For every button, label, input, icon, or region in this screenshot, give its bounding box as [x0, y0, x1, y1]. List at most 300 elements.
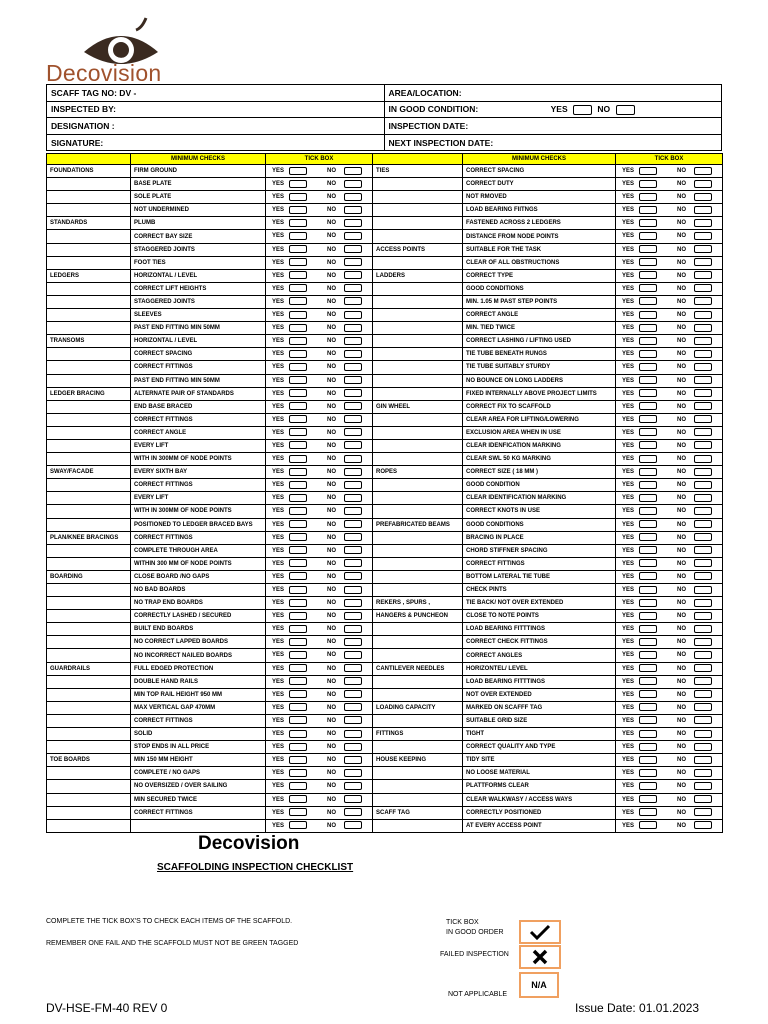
yes-checkbox[interactable] [639, 284, 657, 292]
yes-checkbox[interactable] [289, 245, 307, 253]
yes-checkbox[interactable] [289, 389, 307, 397]
no-checkbox[interactable] [344, 638, 362, 646]
checklist-table [46, 153, 723, 833]
inspection-date-field[interactable]: INSPECTION DATE: [384, 118, 722, 135]
yes-checkbox[interactable] [289, 180, 307, 188]
yes-checkbox[interactable] [639, 428, 657, 436]
no-label: NO [677, 652, 686, 659]
check-item-right: CLOSE TO NOTE POINTS [463, 610, 616, 623]
yes-checkbox[interactable] [639, 559, 657, 567]
yes-checkbox[interactable] [289, 677, 307, 685]
no-checkbox[interactable] [694, 651, 712, 659]
yes-checkbox[interactable] [639, 415, 657, 423]
tick-box-left [266, 492, 373, 505]
yes-label: YES [272, 770, 285, 777]
yes-label: YES [622, 757, 635, 764]
yes-checkbox[interactable] [639, 271, 657, 279]
no-label: NO [677, 587, 686, 593]
no-checkbox[interactable] [344, 297, 362, 305]
no-checkbox[interactable] [344, 782, 362, 790]
yes-checkbox[interactable] [639, 769, 657, 777]
yes-checkbox[interactable] [289, 651, 307, 659]
legend-fail-label: FAILED INSPECTION [440, 951, 509, 958]
yes-checkbox[interactable] [289, 402, 307, 410]
yes-checkbox[interactable] [289, 546, 307, 554]
tick-box-right [616, 217, 723, 230]
category-left [47, 400, 131, 413]
no-checkbox[interactable] [344, 481, 362, 489]
yes-checkbox[interactable] [289, 193, 307, 201]
no-checkbox[interactable] [344, 219, 362, 227]
no-checkbox[interactable] [694, 219, 712, 227]
yes-checkbox[interactable] [639, 167, 657, 175]
no-checkbox[interactable] [344, 730, 362, 738]
yes-checkbox[interactable] [289, 756, 307, 764]
tick-box-right [616, 361, 723, 374]
yes-checkbox[interactable] [639, 546, 657, 554]
category-right [373, 178, 463, 191]
no-checkbox[interactable] [694, 206, 712, 214]
no-checkbox[interactable] [344, 507, 362, 515]
yes-checkbox[interactable] [289, 533, 307, 541]
category-left [47, 741, 131, 754]
yes-checkbox[interactable] [639, 402, 657, 410]
yes-label: YES [272, 390, 285, 397]
no-checkbox[interactable] [344, 193, 362, 201]
no-checkbox[interactable] [694, 743, 712, 751]
check-item-right: CORRECT QUALITY AND TYPE [463, 741, 616, 754]
yes-checkbox[interactable] [289, 297, 307, 305]
no-checkbox[interactable] [344, 167, 362, 175]
category-right [373, 426, 463, 439]
yes-checkbox[interactable] [289, 232, 307, 240]
no-label: NO [327, 442, 336, 449]
category-left [47, 597, 131, 610]
yes-checkbox[interactable] [289, 559, 307, 567]
check-item-right: CLEAR AREA FOR LIFTING/LOWERING [463, 413, 616, 426]
yes-checkbox[interactable] [639, 808, 657, 816]
category-right: FITTINGS [373, 728, 463, 741]
yes-checkbox[interactable] [639, 664, 657, 672]
tick-box-right [616, 243, 723, 256]
no-checkbox[interactable] [344, 690, 362, 698]
no-checkbox[interactable] [694, 612, 712, 620]
tick-box-right [616, 505, 723, 518]
yes-label: YES [622, 678, 635, 685]
yes-checkbox[interactable] [289, 572, 307, 580]
no-checkbox[interactable] [694, 271, 712, 279]
no-checkbox[interactable] [344, 494, 362, 502]
condition-yes-checkbox[interactable] [573, 105, 592, 115]
tick-box-right [616, 479, 723, 492]
yes-label: YES [622, 482, 635, 489]
no-checkbox[interactable] [344, 612, 362, 620]
tick-box-right [616, 282, 723, 295]
check-item-right: NO LOOSE MATERIAL [463, 767, 616, 780]
no-checkbox[interactable] [694, 180, 712, 188]
no-checkbox[interactable] [694, 258, 712, 266]
no-label: NO [327, 403, 336, 410]
yes-label: YES [272, 456, 285, 463]
yes-checkbox[interactable] [289, 690, 307, 698]
no-checkbox[interactable] [344, 743, 362, 751]
check-item-left: NO OVERSIZED / OVER SAILING [131, 780, 266, 793]
signature-field[interactable]: SIGNATURE: [47, 134, 385, 151]
yes-label: YES [272, 429, 285, 436]
no-checkbox[interactable] [694, 756, 712, 764]
yes-checkbox[interactable] [289, 284, 307, 292]
yes-checkbox[interactable] [639, 651, 657, 659]
category-right [373, 453, 463, 466]
no-checkbox[interactable] [694, 376, 712, 384]
check-item-left: NO BAD BOARDS [131, 584, 266, 597]
yes-checkbox[interactable] [639, 572, 657, 580]
no-checkbox[interactable] [694, 808, 712, 816]
yes-checkbox[interactable] [639, 821, 657, 829]
no-checkbox[interactable] [694, 599, 712, 607]
no-label: NO [327, 377, 336, 384]
yes-checkbox[interactable] [639, 494, 657, 502]
yes-checkbox[interactable] [289, 638, 307, 646]
no-checkbox[interactable] [694, 350, 712, 358]
no-checkbox[interactable] [694, 586, 712, 594]
no-checkbox[interactable] [344, 651, 362, 659]
yes-label: YES [622, 233, 635, 240]
check-item-left: WITHIN 300 MM OF NODE POINTS [131, 557, 266, 570]
check-item-right: AT EVERY ACCESS POINT [463, 819, 616, 832]
yes-label: YES [622, 338, 635, 345]
yes-checkbox[interactable] [639, 311, 657, 319]
checklist-row [47, 400, 723, 413]
yes-checkbox[interactable] [289, 703, 307, 711]
good-condition-field[interactable] [384, 101, 722, 118]
no-checkbox[interactable] [694, 284, 712, 292]
no-checkbox[interactable] [344, 821, 362, 829]
category-left [47, 610, 131, 623]
no-checkbox[interactable] [694, 625, 712, 633]
no-checkbox[interactable] [344, 533, 362, 541]
no-checkbox[interactable] [344, 311, 362, 319]
no-checkbox[interactable] [694, 402, 712, 410]
yes-checkbox[interactable] [639, 677, 657, 685]
tick-box-left [266, 741, 373, 754]
no-checkbox[interactable] [694, 494, 712, 502]
check-item-right: CORRECT SIZE ( 18 MM ) [463, 466, 616, 479]
yes-checkbox[interactable] [639, 350, 657, 358]
yes-label: YES [622, 770, 635, 777]
no-checkbox[interactable] [344, 206, 362, 214]
yes-checkbox[interactable] [289, 716, 307, 724]
checklist-row [47, 479, 723, 492]
yes-checkbox[interactable] [289, 415, 307, 423]
area-location-field[interactable]: AREA/LOCATION: [384, 85, 722, 102]
yes-label: YES [272, 560, 285, 567]
no-checkbox[interactable] [694, 167, 712, 175]
no-checkbox[interactable] [344, 586, 362, 594]
no-checkbox[interactable] [344, 284, 362, 292]
yes-checkbox[interactable] [639, 324, 657, 332]
yes-checkbox[interactable] [289, 481, 307, 489]
yes-checkbox[interactable] [639, 690, 657, 698]
yes-checkbox[interactable] [289, 520, 307, 528]
yes-checkbox[interactable] [639, 376, 657, 384]
yes-checkbox[interactable] [639, 206, 657, 214]
yes-checkbox[interactable] [289, 625, 307, 633]
yes-checkbox[interactable] [639, 232, 657, 240]
yes-checkbox[interactable] [289, 350, 307, 358]
yes-label: YES [272, 246, 285, 253]
no-checkbox[interactable] [344, 625, 362, 633]
check-item-left: STAGGERED JOINTS [131, 295, 266, 308]
yes-checkbox[interactable] [639, 441, 657, 449]
yes-checkbox[interactable] [289, 376, 307, 384]
no-checkbox[interactable] [694, 468, 712, 476]
checklist-row [47, 623, 723, 636]
no-checkbox[interactable] [344, 258, 362, 266]
check-item-left: STOP ENDS IN ALL PRICE [131, 741, 266, 754]
yes-checkbox[interactable] [289, 441, 307, 449]
yes-checkbox[interactable] [639, 455, 657, 463]
no-checkbox[interactable] [694, 232, 712, 240]
yes-checkbox[interactable] [639, 730, 657, 738]
yes-checkbox[interactable] [289, 167, 307, 175]
yes-checkbox[interactable] [639, 297, 657, 305]
no-checkbox[interactable] [344, 363, 362, 371]
no-checkbox[interactable] [694, 690, 712, 698]
no-checkbox[interactable] [694, 297, 712, 305]
no-checkbox[interactable] [694, 730, 712, 738]
check-item-left: NO CORRECT LAPPED BOARDS [131, 636, 266, 649]
no-label: NO [677, 285, 686, 292]
yes-checkbox[interactable] [639, 245, 657, 253]
condition-yes-no [551, 104, 638, 115]
no-checkbox[interactable] [344, 415, 362, 423]
yes-checkbox[interactable] [639, 481, 657, 489]
no-checkbox[interactable] [344, 703, 362, 711]
no-checkbox[interactable] [694, 572, 712, 580]
no-label: NO [327, 757, 336, 764]
designation-field[interactable]: DESIGNATION : [47, 118, 385, 135]
no-checkbox[interactable] [344, 546, 362, 554]
yes-checkbox[interactable] [289, 324, 307, 332]
yes-checkbox[interactable] [289, 455, 307, 463]
inspected-by-field[interactable]: INSPECTED BY: [47, 101, 385, 118]
yes-checkbox[interactable] [289, 730, 307, 738]
no-checkbox[interactable] [694, 716, 712, 724]
no-checkbox[interactable] [344, 599, 362, 607]
no-checkbox[interactable] [694, 415, 712, 423]
no-checkbox[interactable] [344, 756, 362, 764]
no-checkbox[interactable] [694, 193, 712, 201]
no-checkbox[interactable] [344, 232, 362, 240]
no-checkbox[interactable] [694, 245, 712, 253]
no-checkbox[interactable] [694, 363, 712, 371]
yes-checkbox[interactable] [639, 612, 657, 620]
yes-checkbox[interactable] [639, 782, 657, 790]
yes-checkbox[interactable] [639, 599, 657, 607]
yes-checkbox[interactable] [639, 180, 657, 188]
no-checkbox[interactable] [344, 455, 362, 463]
no-checkbox[interactable] [694, 481, 712, 489]
yes-label: YES [272, 403, 285, 410]
category-right [373, 256, 463, 269]
yes-label: YES [622, 403, 635, 410]
no-label: NO [677, 547, 686, 554]
no-checkbox[interactable] [344, 520, 362, 528]
yes-checkbox[interactable] [289, 311, 307, 319]
yes-label: YES [272, 521, 285, 528]
yes-checkbox[interactable] [289, 782, 307, 790]
no-label: NO [327, 207, 336, 214]
yes-checkbox[interactable] [289, 219, 307, 227]
no-checkbox[interactable] [694, 821, 712, 829]
yes-checkbox[interactable] [289, 206, 307, 214]
no-checkbox[interactable] [694, 389, 712, 397]
no-checkbox[interactable] [694, 428, 712, 436]
yes-checkbox[interactable] [289, 428, 307, 436]
yes-checkbox[interactable] [289, 507, 307, 515]
checklist-row [47, 466, 723, 479]
no-checkbox[interactable] [344, 389, 362, 397]
yes-checkbox[interactable] [289, 769, 307, 777]
yes-checkbox[interactable] [639, 219, 657, 227]
tick-box-right [616, 413, 723, 426]
no-checkbox[interactable] [694, 546, 712, 554]
no-checkbox[interactable] [344, 808, 362, 816]
no-checkbox[interactable] [694, 795, 712, 803]
legend-good-line2: IN GOOD ORDER [446, 929, 504, 936]
no-label: NO [677, 403, 686, 410]
no-label: NO [677, 364, 686, 371]
issue-date: Issue Date: 01.01.2023 [575, 1001, 700, 1015]
no-checkbox[interactable] [694, 507, 712, 515]
yes-checkbox[interactable] [289, 821, 307, 829]
yes-checkbox[interactable] [639, 468, 657, 476]
yes-checkbox[interactable] [639, 743, 657, 751]
category-left [47, 584, 131, 597]
category-right [373, 584, 463, 597]
no-checkbox[interactable] [344, 350, 362, 358]
header-blank-right [373, 154, 463, 165]
yes-checkbox[interactable] [639, 638, 657, 646]
no-label: NO [327, 534, 336, 541]
no-checkbox[interactable] [344, 324, 362, 332]
yes-checkbox[interactable] [639, 520, 657, 528]
no-checkbox[interactable] [344, 337, 362, 345]
condition-no-checkbox[interactable] [616, 105, 635, 115]
no-checkbox[interactable] [344, 664, 362, 672]
category-left [47, 767, 131, 780]
check-item-right: TIE BACK/ NOT OVER EXTENDED [463, 597, 616, 610]
no-label: NO [327, 429, 336, 436]
no-checkbox[interactable] [694, 520, 712, 528]
no-checkbox[interactable] [694, 311, 712, 319]
checklist-row [47, 754, 723, 767]
yes-checkbox[interactable] [289, 612, 307, 620]
yes-checkbox[interactable] [639, 795, 657, 803]
document-title: Decovision [198, 833, 300, 854]
header-tick-box-left: TICK BOX [266, 154, 373, 165]
no-checkbox[interactable] [344, 716, 362, 724]
no-checkbox[interactable] [344, 376, 362, 384]
yes-checkbox[interactable] [289, 795, 307, 803]
yes-checkbox[interactable] [289, 363, 307, 371]
no-checkbox[interactable] [344, 468, 362, 476]
no-label: NO [327, 613, 336, 620]
no-checkbox[interactable] [694, 337, 712, 345]
yes-checkbox[interactable] [289, 258, 307, 266]
yes-checkbox[interactable] [639, 703, 657, 711]
yes-checkbox[interactable] [289, 494, 307, 502]
yes-checkbox[interactable] [639, 625, 657, 633]
no-checkbox[interactable] [344, 402, 362, 410]
no-checkbox[interactable] [694, 455, 712, 463]
yes-checkbox[interactable] [639, 586, 657, 594]
no-checkbox[interactable] [344, 180, 362, 188]
yes-checkbox[interactable] [289, 743, 307, 751]
no-checkbox[interactable] [694, 677, 712, 685]
yes-checkbox[interactable] [639, 363, 657, 371]
no-checkbox[interactable] [344, 245, 362, 253]
yes-checkbox[interactable] [639, 756, 657, 764]
yes-label: YES [272, 652, 285, 659]
no-label: NO [677, 822, 686, 829]
yes-label: YES [622, 364, 635, 371]
yes-label: YES [622, 796, 635, 803]
no-checkbox[interactable] [694, 638, 712, 646]
yes-checkbox[interactable] [289, 271, 307, 279]
yes-checkbox[interactable] [639, 193, 657, 201]
yes-checkbox[interactable] [289, 808, 307, 816]
next-inspection-date-field[interactable]: NEXT INSPECTION DATE: [384, 134, 722, 151]
no-checkbox[interactable] [694, 782, 712, 790]
yes-checkbox[interactable] [639, 389, 657, 397]
no-checkbox[interactable] [344, 441, 362, 449]
no-label: NO [327, 626, 336, 633]
scaff-tag-field[interactable]: SCAFF TAG NO: DV - [47, 85, 385, 102]
no-checkbox[interactable] [694, 769, 712, 777]
no-checkbox[interactable] [694, 664, 712, 672]
yes-label: YES [622, 456, 635, 463]
no-checkbox[interactable] [344, 795, 362, 803]
no-checkbox[interactable] [694, 703, 712, 711]
tick-box-right [616, 348, 723, 361]
no-checkbox[interactable] [694, 441, 712, 449]
no-checkbox[interactable] [694, 324, 712, 332]
yes-checkbox[interactable] [639, 258, 657, 266]
no-checkbox[interactable] [344, 428, 362, 436]
no-checkbox[interactable] [694, 559, 712, 567]
yes-label: YES [622, 246, 635, 253]
no-checkbox[interactable] [344, 559, 362, 567]
no-checkbox[interactable] [344, 769, 362, 777]
no-checkbox[interactable] [344, 572, 362, 580]
no-checkbox[interactable] [344, 677, 362, 685]
no-checkbox[interactable] [694, 533, 712, 541]
yes-checkbox[interactable] [289, 599, 307, 607]
yes-checkbox[interactable] [289, 468, 307, 476]
yes-checkbox[interactable] [289, 664, 307, 672]
tick-box-left [266, 518, 373, 531]
yes-checkbox[interactable] [289, 586, 307, 594]
yes-checkbox[interactable] [289, 337, 307, 345]
no-checkbox[interactable] [344, 271, 362, 279]
no-label: NO [327, 521, 336, 528]
yes-checkbox[interactable] [639, 716, 657, 724]
yes-checkbox[interactable] [639, 533, 657, 541]
yes-checkbox[interactable] [639, 507, 657, 515]
yes-checkbox[interactable] [639, 337, 657, 345]
